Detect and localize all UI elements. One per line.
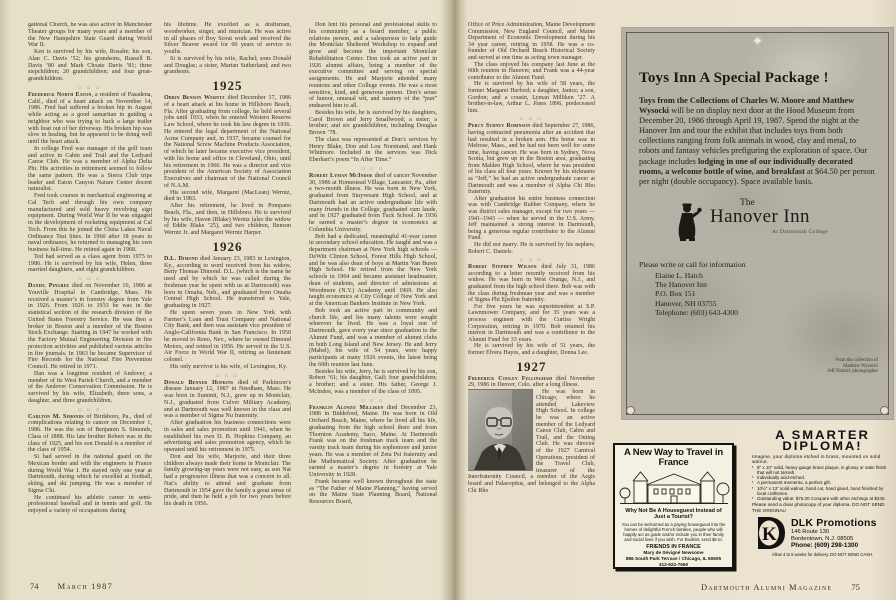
page-gutter-shadow bbox=[442, 0, 466, 600]
obit-paragraph: The class enjoyed his company last June at the 60th reunion in Hanover, and Frank was a 44-year contributor to the Alumni Fund. bbox=[468, 61, 595, 81]
section-separator: □ □ □ bbox=[520, 257, 543, 263]
obit-paragraph: After his retirement, he lived in Pompano Beach, Fla., and then, in Hillsboro. He is survived by his wife, Haven (Blake) Werntz (also the widow of Eddie Blake ’25), and two children, Benson Werntz Jr. and Margaret Werntz Harper. bbox=[164, 203, 291, 236]
obituary-column-4 bbox=[468, 22, 595, 568]
hanover-inn-the: The bbox=[740, 197, 755, 208]
obit-paragraph: Frank became well known throughout the state as “The Father of Maine Planning,” having served on the Maine State Planning Board, National Resources Board, bbox=[309, 478, 437, 505]
toys-ad-text-2: at $64.50 per person per night (double occupancy). Space available basis. bbox=[639, 166, 875, 186]
obit-name: Franklin Alonzo Milliken bbox=[309, 404, 384, 411]
obit-paragraph: Besides his wife, Jerry, he is survived by his son, Robert ’61; his daughter, Gail; four grandchildren; a brother; and a sister. His father, George J. McIndoe, was a member of the class of 1895. bbox=[309, 368, 437, 395]
obit-paragraph: For five years he was superintendent at S.P. Lawnmower Company, and for 35 years was a process engineer with the Curtiss Wright Corporation, retiring in 1970. Bob retained his interest in Dartmouth and was a contributor to the Alumni Fund for 33 years. bbox=[468, 303, 595, 343]
obit-paragraph: Don lent his personal and professional skills to his community as a board member, a public relations person, and a salesperson to help guide the Montclair Sheltered Workshop to expand and grow and become the important Montclair Rehabilitation Center. Don took an active part in 1926 alumni affairs, being a member of the executive committee and serving on special assignments. He and Marjorie attended many reunions and other College events. He was a most sensitive, kind, and generous person. Don’s sense of humor, unusual wit, and mastery of the “pun” endeared him to all. bbox=[309, 22, 437, 109]
section-separator: □ □ □ bbox=[78, 276, 102, 281]
frame-notch bbox=[626, 406, 635, 415]
obit-paragraph: Franklin Alonzo Milliken died December 23, 1986 in Biddeford, Maine. He was born in Old Orchard Beach, Maine, where he lived all his life, graduating from the high school there and from Thornton Academy, Saco, Maine. At Dartmouth Frank was on the freshman track team and the varsity track team during his sophomore and junior years. He was a member of Zeta Psi fraternity and the Mathematical Society. After graduation he earned a master’s degree in forestry at Yale University in 1928. bbox=[309, 404, 437, 478]
obit-name: D.L. Dimond bbox=[164, 255, 198, 262]
diploma-ad-company: DLK Promotions bbox=[791, 516, 877, 529]
section-separator: □ □ □ bbox=[216, 372, 239, 378]
issue-date: March 1987 bbox=[57, 581, 113, 591]
toys-ad-body bbox=[622, 87, 893, 187]
obit-paragraph: His only survivor is his wife, of Lexington, Ky. bbox=[170, 363, 288, 370]
obit-paragraph: Office of Price Administration, Maine Development Commission, New England Council, and Maine Department of Economic Development during his 34 year career, retiring in 1958. He was a co-founder of Old Orchard Beach Historical Society and served at one time as acting town manager. bbox=[468, 22, 595, 61]
dlk-logo bbox=[752, 516, 786, 550]
toys-ad-bold-lead: Toys from the Collections of Charles W. Moore and Matthew Wysocki bbox=[639, 96, 855, 116]
class-year-heading: 1927 bbox=[516, 358, 547, 374]
section-separator: □ □ □ bbox=[361, 165, 385, 171]
toys-ad-info-line: Please write or call for information bbox=[639, 259, 746, 269]
diploma-ad-note: Please send a clear photocopy of your diploma. DO NOT SEND THE ORIGINAL! bbox=[752, 502, 885, 513]
obituary-column-3 bbox=[309, 22, 437, 568]
toys-ad-title: Toys Inn A Special Package ! bbox=[639, 70, 829, 86]
obit-paragraph: D.L. Dimond died January 23, 1983 in Lexington, Ky., according to word received from his widow, Betty Thomas Dimond. D.L. (which is the name he used and by which he was called during the freshman year he spent with us at Dartmouth) was born in Omaha, Neb., and graduated from Omaha Central High School. He transferred to Yale, graduating in 1927. bbox=[164, 255, 291, 309]
section-separator: □ □ □ bbox=[520, 116, 543, 122]
right-page-footer bbox=[701, 582, 860, 592]
obit-paragraph: After graduation his business connections were in sales and sales promotion until 1941, when he established his own D. B. Hopkins Company, an advertising and sales promotion agency, which he operated until his retirement in 1975. bbox=[164, 420, 291, 453]
obit-paragraph: He did not marry. He is survived by his nephew, Robert C. Daniels. bbox=[468, 242, 595, 255]
obit-paragraph: Robert Lyman McIndoe died of cancer November 30, 1986 at Homestead Village, Lancaster, Pa., after a two-month illness. He was born in New York, graduated from Stuyvesant High School, and at Dartmouth had an active undergraduate life with many friends in the College, graduated cum laude, and in 1927 graduated from Tuck School. In 1936 he earned a master’s degree in economics at Columbia University. bbox=[309, 172, 437, 233]
obit-paragraph: Frederick North Eaton, a resident of Pasadena, Calif., died of a heart attack on November 14, 1986. Fred had suffered a broken hip in August while acting as a good samaritan in guiding a neighbor who was trying to back a large trailer with boat out of her driveway. His broken hip was slow in healing, but he appeared to be doing well until the heart attack. bbox=[28, 91, 152, 145]
obit-paragraph: Orrin Benson Werntz died December 17, 1986 of a heart attack at his home in Hillsboro Beach, Fla. After graduating from college, he held several jobs until 1933, when he entered Western Reserve Law School, where he took his law degree in 1936. He entered the legal department of the National Acme Company and, in 1937, became counsel for the National Screw Machine Products Association, of which he later became executive vice president, with his home and office in Cleveland, Ohio, until his retirement in 1966. He was a director and vice president of the American Society of Association Executives and chairman of the National Council of N.A.M. bbox=[164, 95, 291, 189]
address-line: The Hanover Inn bbox=[655, 280, 707, 290]
obit-paragraph: his lifetime. He excelled as a draftsman, woodworker, singer, and musician. He was active in all phases of Boy Scout work and received the Silver Beaver award for 60 years of service to youths. bbox=[164, 22, 291, 55]
obit-paragraph: Fred took courses in mechanical engineering at Cal Tech and through his own company manufactured and sold heavy revolving sign equipment. During World War II he was engaged in the development of rocketing equipment at Cal Tech. From this he joined the China Lakes Naval Ordinance Test Sites. In 1960 after 18 years in naval ordinance, he returned to managing his own business full-time. He retired again in 1968. bbox=[28, 193, 152, 253]
obit-name: Robert Stephen Wilson bbox=[468, 264, 537, 271]
obit-paragraph: Don and his wife, Marjorie, and their three children always made their home in Montclair. The family growing-up years were not easy, as son Nat had a progressive illness that was a concern to all. Nat’s ability to attend and graduate from Dartmouth in 1954 gave the family a great sense of pride, and then he held a job for two years before his death in 1956. bbox=[164, 453, 291, 507]
obit-name: Donald Benner Hopkins bbox=[164, 379, 234, 386]
diploma-ad bbox=[752, 429, 893, 579]
toys-ad-bold-2: lodging in one of our individually decorated rooms, a welcome bottle of wine, and breakfast bbox=[639, 156, 853, 176]
diploma-bullet: ▪ Outstanding value: $75.00 Compare with other etchings at $240. bbox=[752, 496, 893, 501]
diploma-ad-bullets bbox=[752, 465, 893, 501]
france-ad-body: You can be welcomed as a paying houseguest into the homes of delightful French families, people who will happily act as guide and/or include you in their family and social lives if you wish. For Booklet, send $5 to: bbox=[621, 522, 726, 543]
obit-name: Daniel Pingree bbox=[28, 283, 70, 289]
toys-ad-text-1: will be on display next door at the Hood Museum from December 20, 1986 through April 19, 1987. Spend the night at the Hanover Inn and tour the exhibit that includes toys from both collections ranging from folk animals in wood, clay and metal, to robots and fantasy vehicles prefiguring the exploration of space. Our package includes bbox=[639, 106, 868, 166]
diploma-bullet: ▪ 10½" x 13" solid walnut, hand cut, hand glued, hand finished by local craftsmen. bbox=[752, 486, 893, 496]
credit-line: Matthew Wysocki bbox=[843, 363, 878, 369]
toys-inn-ad bbox=[622, 28, 893, 419]
address-line: Elaine L. Hatch bbox=[655, 270, 703, 280]
diploma-bullet: ▪ 8" x 10" solid, heavy-gauge brass plaque, in glossy or satin finish that will not tarnish. bbox=[752, 465, 893, 475]
left-page-footer bbox=[30, 581, 113, 591]
obit-paragraph: Si had served in the national guard on the Mexican border and with the engineers in France during World War I. He stayed only one year at Dartmouth, during which he excelled at football, skiing, and ski jumping. He was a member of Sigma Chi. bbox=[28, 454, 152, 494]
class-year-heading: 1926 bbox=[212, 238, 243, 254]
obit-paragraph: The class was represented at Don’s services by Henry Blake, Don and Lou Norstrand, and Hank Whitmore. Included in the services was Dick Eberhart’s poem “In After Time.” bbox=[309, 136, 437, 163]
obit-paragraph: Ken is survived by his wife, Rosalie; his son, Alan C. Davis ’52; his grandsons, Russell B. Davis ’80 and Mark Choate Davis ’81; three stepchildren; 20 grandchildren; and four great-grandchildren. bbox=[28, 49, 152, 82]
obit-paragraph: He is survived by his wife of 51 years, the former Elvera Hayes, and a daughter, Donna Lee. bbox=[468, 343, 595, 356]
obit-name: Frederick North Eaton bbox=[28, 91, 92, 98]
right-page-number: 75 bbox=[851, 582, 860, 592]
obit-paragraph: He is survived by his wife of 58 years, the former Margaret Harford; a daughter, Janice; a son, Gordon; and a cousin, Lyman Milliken ’27. A brother-in-law, Arthur L. Jones 1896, predeceased him. bbox=[468, 81, 595, 114]
obit-paragraph: Ted had served as a class agent from 1975 to 1986. He is survived by his wife, Helen, three married daughters, and eight grandchildren. bbox=[28, 253, 152, 274]
obit-paragraph: Frederick Cooley Fellingham died November 29, 1986 in Denver, Colo. after a long illness. bbox=[468, 375, 595, 389]
credit-line: From the collection of bbox=[835, 358, 878, 363]
toys-ad-address bbox=[655, 271, 893, 317]
france-ad-phone: 312-922-7660 bbox=[658, 561, 689, 567]
magazine-title: Dartmouth Alumni Magazine bbox=[701, 582, 833, 592]
obituary-column-2 bbox=[164, 22, 291, 568]
obit-name: Orrin Benson Werntz bbox=[164, 95, 225, 101]
obit-name: Robert Lyman McIndoe bbox=[309, 172, 373, 179]
obit-paragraph: Bob had a dedicated, meaningful 41-year career in secondary school education. He taught and was a department chairman at New York high schools — DeWitt Clinton School, Forest Hills High School, and he was also dean of boys at Martin Van Buren High School. He retired from the New York schools in 1964 and became assistant headmaster, dean of students, and director of admissions at Woodmere (N.Y.) Academy until 1969. He also taught economics at City College of New York and at the American Bankers Institute in New York. bbox=[309, 233, 437, 307]
obit-name: Carlton M. Simonds bbox=[28, 413, 84, 420]
frame-notch bbox=[880, 406, 889, 415]
diploma-ad-footnote: Allow 4 to 6 weeks for delivery. DO NOT SEND CASH. bbox=[771, 552, 874, 558]
obit-paragraph: Percy Sydney Robinson died September 27, 1986, having contracted pneumonia after an accident that had resulted in a broken arm. His home was in Melrose, Mass., and he had not been well for some time, having cancer. He was born in Sydney, Nova Scotia, but grew up in the Boston area, graduating from Malden High School, where he was president of his class all four years. Known by his nickname as “Jeff,” he had an active undergraduate career at Dartmouth and was a member of Alpha Chi Rho fraternity. bbox=[468, 123, 595, 196]
diploma-ad-phone: Phone: (609) 298-1300 bbox=[791, 542, 859, 550]
france-travel-ad bbox=[613, 443, 734, 569]
class-year-heading: 1925 bbox=[212, 78, 243, 93]
chateau-illustration bbox=[618, 469, 730, 507]
left-page-number: 74 bbox=[30, 581, 39, 591]
obit-paragraph: Besides his wife, he is survived by his daughters, Carol Brown and Jerry Smallwood; a sister; a brother; and six grandchildren, including Douglas Brown ’78. bbox=[309, 109, 437, 136]
hanover-inn-name: Hanover Inn bbox=[710, 205, 810, 227]
obit-paragraph: He spent seven years in New York with Farmer’s Loan and Trust Company and National City Bank, and then was assistant vice president of Anglo-California Bank in San Francisco. In 1950 he moved to Reno, Nev., where he owned Dimond Motors, and retired in 1956. He served in the U.S. Air Force in World War II, retiring as lieutenant colonel. bbox=[164, 309, 291, 363]
diploma-bullet: ▪ Individually acid-etched. bbox=[752, 475, 893, 480]
bellhop-icon bbox=[674, 202, 704, 242]
diploma-ad-title: A SMARTER DIPLOMA! bbox=[775, 429, 870, 453]
obit-paragraph: After graduation his entire business connection was with Cambridge Rubber Company, where he was district sales manager, except for two years — 1941–1943 — when he served in the U.S. Army. Jeff maintained a strong interest in Dartmouth, being a generous regular contributor to the Alumni Fund. bbox=[468, 195, 595, 242]
svg-text:K: K bbox=[762, 524, 777, 546]
portrait-photo bbox=[468, 390, 532, 470]
obit-paragraph: gational Church, he was also active in Manchester Theater groups for many years and a member of the New Hampshire State Guard during World War II. bbox=[28, 22, 152, 49]
diploma-bullet: ▪ A permanent memento, a perfect gift. bbox=[752, 480, 893, 485]
credit-line: Jeff Nintzel, photographer bbox=[827, 369, 878, 375]
obit-paragraph: Carlton M. Simonds of Birdsboro, Pa., died of complications relating to cancer on December 1, 1986. He was the son of Benjamin S. Simonds, Class of 1888. His late brother Robert was in the class of 1925, and his son Donald is a member of the class of 1954. bbox=[28, 413, 152, 454]
obit-paragraph: Robert Stephen Wilson died July 31, 1986 according to a letter recently received from his widow. He was born in West Orange, N.J., and graduated from the high school there. Bob was with the class during freshman year and was a member of Sigma Phi Epsilon fraternity. bbox=[468, 264, 595, 304]
section-separator: □ □ □ bbox=[78, 84, 102, 90]
section-separator: □ □ □ bbox=[78, 406, 102, 412]
obit-paragraph: He was born in Chicago, where he attended Lakeview High School. In college he was an active member of the Ledyard Canoe Club, Cabin and Trail, and the Outing Club. He was director of the 1927 Carnival Operations, president of the Travel Club, treasurer of the Interfraternity Council, a member of the Aegis board and Palaeopitus, and belonged to the Alpha Chi Rho bbox=[468, 388, 595, 494]
obit-paragraph: His second wife, Margaret (MacLean) Werntz, died in 1983. bbox=[164, 189, 291, 203]
obit-paragraph: Bob took an active part in community and church life, and his many talents were sought wherever he lived. He was a loyal son of Dartmouth, gave every year since graduation to the Alumni Fund, and was a member of alumni clubs in both Long Island and New Jersey. He and Jerry (Mabel), his wife of 54 years, were happy participants at many 1926 events, the latest being the 60th reunion last June. bbox=[309, 307, 437, 368]
obit-paragraph: Donald Benner Hopkins died of Parkinson’s disease January 12, 1987 in Needham, Mass. He was born in Summit, N.J., grew up in Montclair, N.J., graduated from Culver Military Academy, and at Dartmouth was well known in the class and was a member of Sigma Nu fraternity. bbox=[164, 379, 291, 420]
obit-paragraph: In college Fred was manager of the golf team and active in Cabin and Trail and the Ledyard Canoe Club. He was a member of Alpha Delta Phi. His activities in retirement seemed to follow the same pattern. He was a Sierra Club trips leader and Eaton Canyon Nature Center docent naturalist. bbox=[28, 145, 152, 193]
obit-paragraph: Dan was a longtime resident of Andover, a member of its West Parish Church, and a member of the Andover Conservation Commission. He is survived by his wife, Elizabeth, three sons, a daughter, and three grandchildren. bbox=[28, 370, 152, 404]
diploma-ad-intro: Imagine, your diploma etched in brass, mounted on solid walnut. bbox=[752, 454, 881, 465]
diploma-ad-address1: 146 Route 130 bbox=[791, 528, 830, 535]
section-separator: □ □ □ bbox=[361, 397, 385, 403]
sparkle-star-icon: ✦ bbox=[752, 34, 763, 48]
obit-paragraph: Si is survived by his wife, Rachel; sons Donald and Douglas; a sister, Marian Sutherland; and two grandsons. bbox=[164, 55, 291, 76]
hanover-inn-tagline: At Dartmouth College bbox=[772, 228, 829, 235]
address-line: Telephone: (603) 643-4300 bbox=[655, 308, 738, 318]
france-ad-address: 886 South Park Terrace / Chicago, IL 60605 bbox=[625, 556, 722, 561]
france-ad-org: FRIENDS IN FRANCE bbox=[646, 544, 701, 551]
diploma-ad-address2: Bordentown, N.J. 08505 bbox=[791, 535, 854, 542]
obit-name: Frederick Cooley Fellingham bbox=[468, 375, 553, 382]
france-ad-title: A New Way to Travel in France bbox=[624, 447, 723, 468]
france-ad-contact: Mary de Sévigné Newsome bbox=[643, 550, 704, 556]
obit-paragraph: He continued his athletic career in semi-professional baseball and in tennis and golf. He enjoyed a variety of occupations during bbox=[28, 494, 152, 514]
address-line: P.O. Box 151 bbox=[655, 289, 696, 299]
hanover-inn-logo bbox=[674, 198, 864, 248]
obit-name: Percy Sydney Robinson bbox=[468, 123, 531, 130]
address-line: Hanover, NH 03755 bbox=[655, 298, 717, 308]
obit-paragraph: Daniel Pingree died on November 16, 1986 at Youville Hospital in Cambridge, Mass. He received a master’s in forestry degree from Yale in 1926. From 1926 to 1933 he was in the statistical section of the research division of the United States Forestry Service. He was then a broker in Boston and a member of the Boston Stock Exchange. Starting in 1947 he worked with the Factory Mutual Engineering Division in fire protection activities and published various articles in fire journals. In 1963 he became Supervisor of Fire Records for the National Fire Prevention Council. He retired in 1971. bbox=[28, 283, 152, 370]
toys-ad-photo-credit bbox=[828, 358, 878, 375]
obituary-column-1 bbox=[28, 22, 152, 568]
france-ad-subtitle: Why Not Be A Houseguest Instead of Just a Tourist? bbox=[625, 508, 722, 521]
